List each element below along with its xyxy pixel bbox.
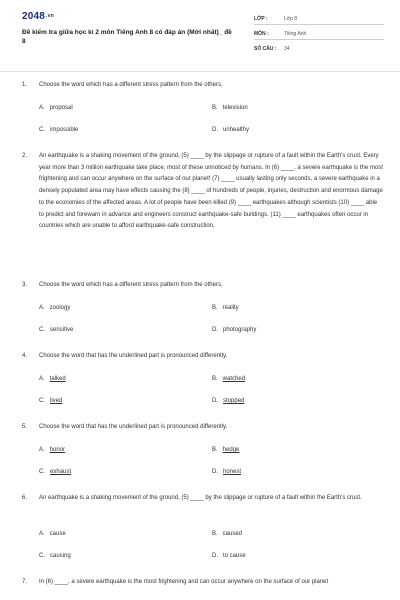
question-text: Choose the word which has a different stress pattern from the others.: [39, 282, 223, 288]
question-number: 7.: [22, 579, 28, 585]
page-header: [0, 0, 400, 62]
option-word: stopped: [223, 398, 245, 404]
option-b[interactable]: B. caused: [212, 531, 243, 537]
option-d[interactable]: D. honest: [212, 469, 242, 475]
option-word: honest: [223, 469, 242, 475]
question-number: 3.: [22, 282, 28, 288]
option-b[interactable]: B. television: [212, 105, 248, 111]
option-a[interactable]: A. talked: [39, 376, 66, 382]
question-number: 5.: [22, 424, 28, 430]
meta-class-value: Lớp 8: [284, 16, 298, 22]
option-c[interactable]: C. sensitive: [39, 327, 74, 333]
option-c[interactable]: C. lived: [39, 398, 63, 404]
option-word: watched: [222, 376, 246, 382]
option-d[interactable]: D. stopped: [212, 398, 245, 404]
option-c[interactable]: C. causing: [39, 553, 71, 559]
option-d[interactable]: D. photography: [212, 327, 257, 333]
question-number: 4.: [22, 353, 28, 359]
reading-passage: An earthquake is a shaking movement of the ground, (5) ____ by the slippage or rupture of a fault within the Earth's crust. Every year more than 3 million earthquake take place, most of these unnoticed by humans. In (6) ____, a severe earthquake is the most frightening and can occur anywhere on the surface of our planet! (7) ____ usually lasting only seconds, a severe earthquake in a densely populated area may have effects causing the (8) ____ of hundreds of people, injuries, destruction and enormous damage to the economies of the affected areas. A lot of people have been killed (9) ____ earthquakes although scientists (10) ____ able to predict and forewarn in advance and engineers construct earthquake-safe buildings. (11) ____ earthquakes often occur in countries which are unable to afford earthquake-safe construction.: [39, 153, 383, 230]
option-c[interactable]: C. impossible: [39, 127, 79, 133]
meta-divider: [254, 24, 384, 25]
logo-suffix: .vn: [46, 13, 54, 19]
option-b[interactable]: B. watched: [212, 376, 246, 382]
option-b[interactable]: B. hedge: [212, 447, 240, 453]
question-number: 6.: [22, 495, 28, 501]
option-a[interactable]: A. zoology: [39, 305, 71, 311]
question-text: Choose the word that has the underlined part is pronounced differently.: [39, 353, 228, 359]
document-title: Đề kiểm tra giữa học kì 2 môn Tiếng Anh 8 có đáp án (Mới nhất)_ đề 8: [22, 29, 232, 45]
option-c[interactable]: C. exhaust: [39, 469, 72, 475]
meta-divider: [254, 39, 384, 40]
question-text: Choose the word that has the underlined part is pronounced differently.: [39, 424, 228, 430]
option-word: hedge: [222, 447, 240, 453]
meta-class-label: LỚP :: [254, 16, 268, 22]
option-word: honor: [49, 447, 66, 453]
question-text: Choose the word which has a different stress pattern from the others.: [39, 82, 223, 88]
meta-subject-label: MÔN :: [254, 31, 269, 37]
question-number: 1.: [22, 82, 28, 88]
option-b[interactable]: B. reality: [212, 305, 239, 311]
option-d[interactable]: D. unhealthy: [212, 127, 250, 133]
option-word: lived: [50, 398, 63, 404]
site-logo[interactable]: [22, 11, 54, 22]
option-d[interactable]: D. to cause: [212, 553, 246, 559]
question-text: An earthquake is a shaking movement of the ground, (5) ____ by the slippage or rupture of a fault within the Earth's crust.: [39, 495, 362, 501]
question-number: 2.: [22, 153, 28, 159]
option-word: talked: [49, 376, 66, 382]
header-divider: [0, 71, 400, 72]
option-a[interactable]: A. proposal: [39, 105, 73, 111]
question-text: In (6) ____, a severe earthquake is the most frightening and can occur anywhere on the surface of our planet: [39, 579, 329, 585]
meta-subject-value: Tiếng Anh: [284, 31, 307, 37]
option-a[interactable]: A. honor: [39, 447, 66, 453]
option-word: exhaust: [50, 469, 72, 475]
logo-text: 2048: [22, 11, 46, 22]
meta-count-value: 34: [284, 46, 290, 52]
option-a[interactable]: A. cause: [39, 531, 66, 537]
meta-count-label: SỐ CÂU :: [254, 46, 277, 52]
